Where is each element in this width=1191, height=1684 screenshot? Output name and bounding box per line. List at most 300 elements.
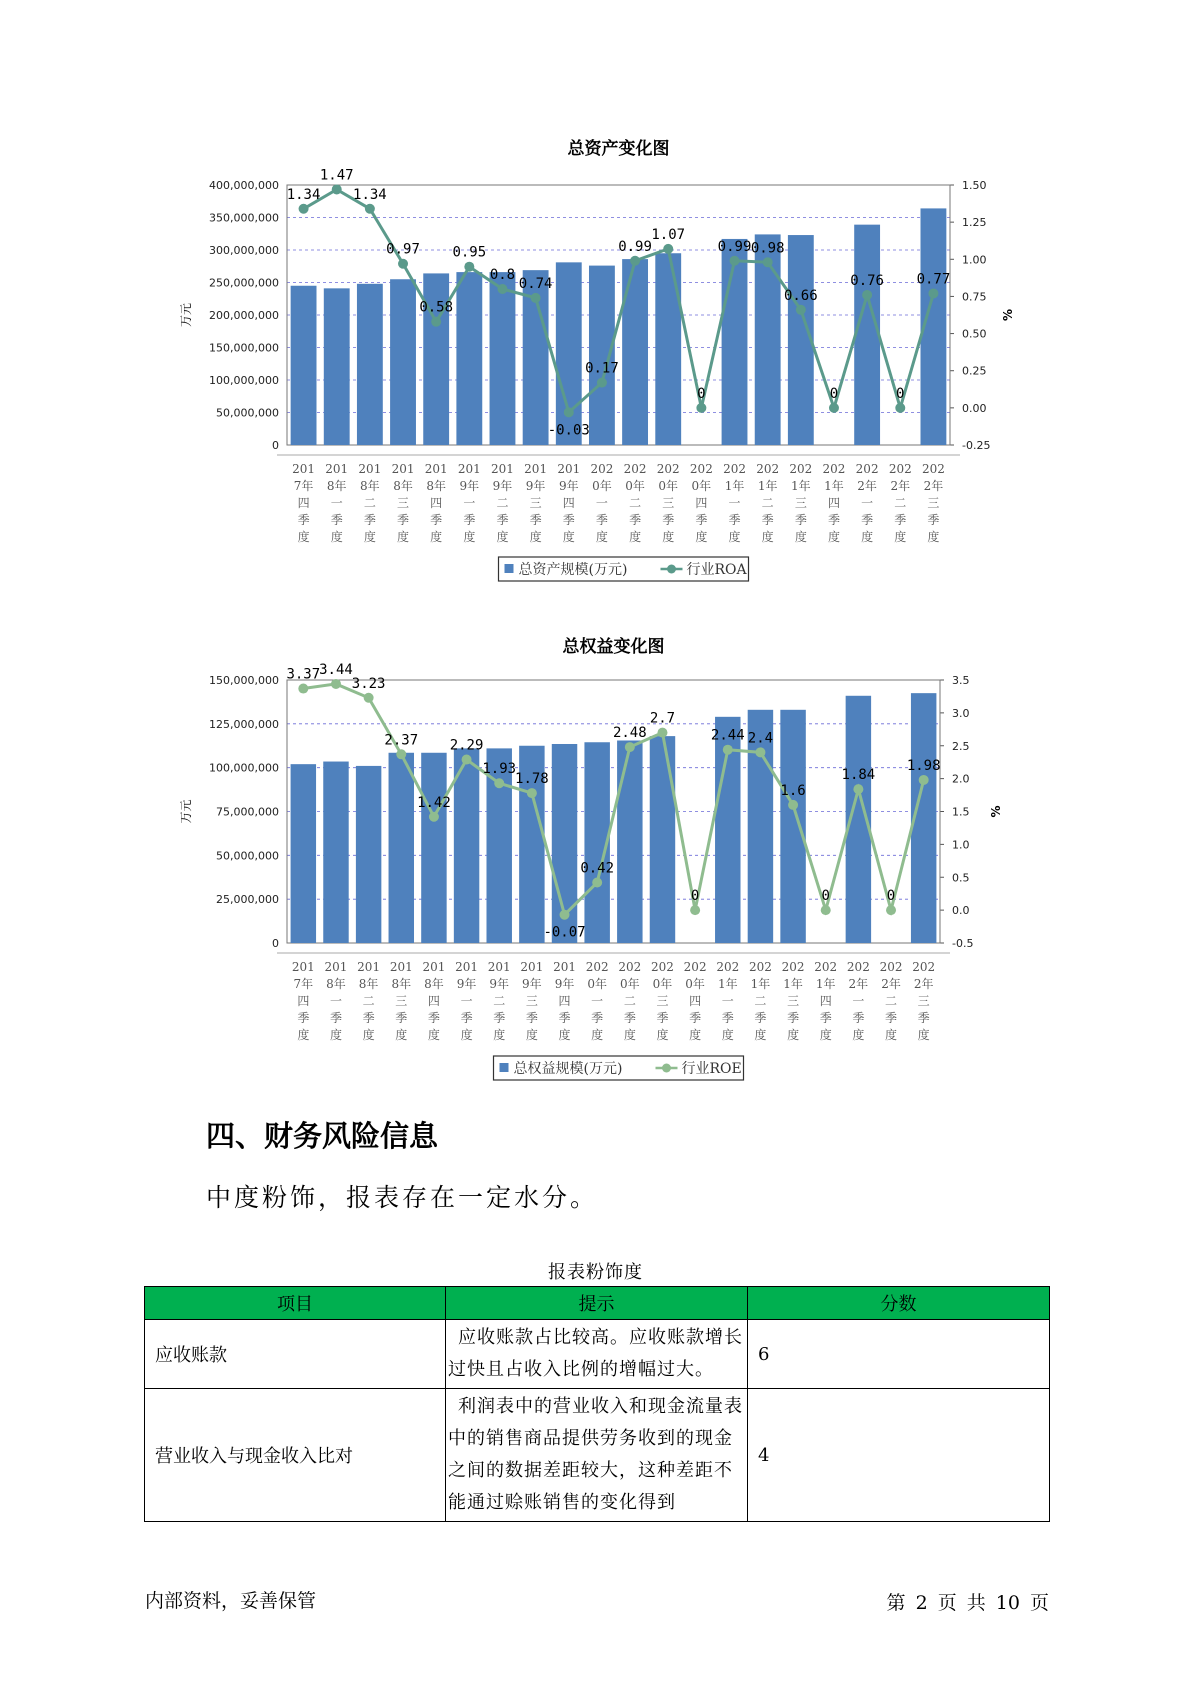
x-tick-label: 三 [656, 994, 669, 1008]
x-tick-label: 202 [888, 462, 912, 476]
x-tick-label: 8年 [360, 479, 380, 493]
data-label: 0 [821, 888, 830, 905]
x-tick-label: 8年 [426, 479, 446, 493]
x-tick-label: 度 [721, 1028, 734, 1042]
x-tick-label: 三 [787, 994, 800, 1008]
x-tick-label: 季 [329, 1011, 342, 1025]
x-tick-label: 一 [329, 994, 342, 1008]
x-tick-label: 202 [656, 462, 680, 476]
x-tick-label: 0年 [592, 479, 612, 493]
x-tick-label: 度 [562, 530, 575, 544]
x-tick-label: 四 [819, 994, 832, 1008]
data-label: 0.76 [850, 272, 884, 289]
row-score: 6 [748, 1320, 1050, 1389]
x-tick-label: 0年 [620, 977, 640, 991]
x-tick-label: 季 [827, 513, 840, 527]
data-label: 0.17 [585, 360, 619, 377]
x-tick-label: 202 [814, 960, 838, 974]
table-header-row [145, 1287, 1050, 1320]
x-tick-label: 201 [520, 960, 544, 974]
total-assets-chart-svg [0, 130, 1191, 600]
line-point [821, 905, 831, 915]
x-tick-label: 二 [496, 496, 509, 510]
y-tick-label: 0 [272, 937, 279, 950]
line-point [365, 204, 375, 214]
x-tick-label: 二 [894, 496, 907, 510]
x-tick-label: 9年 [522, 977, 542, 991]
line-point [696, 403, 706, 413]
x-tick-label: 度 [493, 1028, 506, 1042]
x-tick-label: 201 [324, 960, 348, 974]
x-tick-label: 季 [397, 513, 410, 527]
x-tick-label: 一 [591, 994, 604, 1008]
x-tick-label: 季 [754, 1011, 767, 1025]
y-tick-label: 150,000,000 [209, 674, 279, 687]
legend-bar-swatch [500, 1063, 509, 1072]
data-label: -0.03 [547, 422, 590, 439]
row-item: 应收账款 [145, 1320, 446, 1389]
bar [589, 266, 615, 445]
legend-line-label: 行业ROA [686, 562, 747, 578]
x-tick-label: 二 [761, 496, 774, 510]
x-tick-label: 9年 [456, 977, 477, 991]
data-label: 3.44 [319, 661, 353, 678]
x-tick-label: 0年 [587, 977, 607, 991]
total-equity-chart-svg [0, 628, 1191, 1098]
line-point [853, 784, 863, 794]
section-title: 四、财务风险信息 [206, 1119, 439, 1153]
x-tick-label: 202 [723, 462, 746, 476]
x-tick-label: 1年 [791, 479, 811, 493]
data-label: 1.07 [651, 226, 686, 243]
x-tick-label: 9年 [489, 977, 510, 991]
y2-tick-label: 0.75 [962, 290, 987, 304]
y2-axis-title: % [1001, 308, 1015, 322]
x-tick-label: 201 [358, 462, 382, 476]
y2-tick-label: 0.50 [962, 327, 987, 341]
data-label: 0.77 [916, 271, 951, 288]
x-tick-label: 1年 [824, 479, 844, 493]
data-label: 1.78 [515, 771, 549, 788]
x-tick-label: 季 [885, 1011, 898, 1025]
x-tick-label: 0年 [652, 977, 673, 991]
y-tick-label: 25,000,000 [216, 893, 279, 907]
x-tick-label: 2年 [857, 479, 877, 493]
x-tick-label: 8年 [326, 479, 347, 493]
x-tick-label: 度 [917, 1028, 930, 1042]
y2-tick-label: 2.0 [952, 772, 970, 786]
x-tick-label: 度 [591, 1028, 604, 1042]
x-tick-label: 季 [794, 513, 807, 527]
y2-tick-label: 1.0 [952, 838, 970, 852]
x-tick-label: 季 [662, 513, 675, 527]
x-tick-label: 一 [728, 496, 741, 510]
x-tick-label: 201 [424, 462, 448, 476]
line-point [730, 256, 740, 266]
x-tick-label: 度 [595, 530, 608, 544]
x-tick-label: 202 [689, 462, 713, 476]
x-tick-label: 度 [558, 1028, 571, 1042]
x-tick-label: 季 [728, 513, 741, 527]
total-assets-chart [0, 130, 1191, 600]
x-tick-label: 度 [728, 530, 741, 544]
data-label: 0.99 [717, 238, 752, 255]
data-label: 1.42 [417, 794, 451, 811]
x-tick-label: 202 [748, 960, 772, 974]
x-tick-label: 2年 [913, 977, 934, 991]
bar [490, 272, 516, 445]
x-tick-label: 202 [921, 462, 945, 476]
line-point [564, 407, 574, 417]
x-tick-label: 度 [363, 530, 376, 544]
x-tick-label: 9年 [554, 977, 575, 991]
line-point [431, 317, 441, 327]
x-tick-label: 季 [591, 1011, 604, 1025]
x-tick-label: 四 [297, 994, 310, 1008]
y-tick-label: 100,000,000 [209, 761, 279, 775]
x-tick-label: 季 [330, 513, 343, 527]
y-tick-label: 75,000,000 [216, 805, 279, 819]
line-point [396, 749, 406, 759]
x-tick-label: 四 [827, 496, 840, 510]
x-tick-label: 四 [562, 496, 575, 510]
data-label: 1.6 [780, 782, 806, 799]
line-point [597, 378, 607, 388]
x-tick-label: 一 [595, 496, 608, 510]
x-tick-label: 度 [894, 530, 907, 544]
y-tick-label: 100,000,000 [209, 374, 279, 387]
line-point [592, 878, 602, 888]
y2-tick-label: 3.5 [952, 674, 970, 687]
x-tick-label: 四 [430, 496, 443, 510]
x-tick-label: 1年 [724, 479, 745, 493]
x-tick-label: 7年 [293, 479, 314, 493]
bar [617, 740, 642, 943]
window-dressing-table [144, 1286, 1050, 1522]
x-tick-label: 2年 [881, 977, 901, 991]
x-tick-label: 2年 [890, 479, 911, 493]
x-tick-label: 三 [397, 496, 410, 510]
legend-line-marker [667, 565, 676, 574]
legend-bar-label: 总权益规模(万元) [513, 1061, 623, 1077]
line-point [723, 745, 733, 755]
y2-tick-label: -0.5 [952, 937, 974, 950]
y2-tick-label: 1.50 [962, 179, 987, 192]
bar [389, 753, 414, 943]
x-tick-label: 季 [562, 513, 575, 527]
x-tick-label: 一 [852, 994, 865, 1008]
x-tick-label: 度 [496, 530, 509, 544]
x-tick-label: 季 [819, 1011, 832, 1025]
x-tick-label: 二 [885, 994, 898, 1008]
line-point [398, 259, 408, 269]
x-tick-label: 201 [391, 462, 415, 476]
data-label: 0 [896, 385, 905, 402]
bar [421, 753, 446, 943]
data-label: 0.95 [452, 244, 487, 261]
y2-tick-label: 3.0 [952, 706, 970, 720]
x-tick-label: 四 [427, 994, 440, 1008]
line-point [364, 693, 374, 703]
x-tick-label: 201 [292, 462, 316, 476]
bar [356, 766, 381, 943]
x-tick-label: 202 [585, 960, 609, 974]
x-tick-label: 季 [721, 1011, 734, 1025]
y2-tick-label: 1.25 [962, 216, 987, 230]
y2-tick-label: 0.25 [962, 364, 987, 378]
line-point [755, 747, 765, 757]
line-point [657, 728, 667, 738]
x-tick-label: 201 [325, 462, 349, 476]
y-tick-label: 400,000,000 [209, 179, 279, 192]
data-label: 1.47 [319, 167, 354, 184]
line-point [332, 184, 342, 194]
table-row [145, 1389, 1050, 1522]
line-point [497, 284, 507, 294]
line-point [895, 403, 905, 413]
x-tick-label: 0年 [658, 479, 679, 493]
x-tick-label: 202 [756, 462, 780, 476]
x-tick-label: 二 [754, 994, 767, 1008]
data-label: 0.74 [518, 275, 553, 292]
table-row [145, 1320, 1050, 1389]
y-axis-title: 万元 [179, 302, 193, 328]
x-tick-label: 三 [794, 496, 807, 510]
bar [357, 284, 383, 445]
chart-title: 总权益变化图 [562, 637, 665, 657]
x-tick-label: 季 [787, 1011, 800, 1025]
y-axis-title: 万元 [179, 799, 193, 824]
y2-axis-title: % [989, 805, 1003, 818]
data-label: 1.98 [906, 757, 941, 774]
line-point [862, 290, 872, 300]
x-tick-label: 三 [395, 994, 408, 1008]
data-label: 1.34 [353, 186, 387, 203]
data-label: 1.34 [286, 186, 321, 203]
x-tick-label: 度 [463, 530, 476, 544]
line-point [531, 293, 541, 303]
header-hint: 提示 [446, 1287, 748, 1320]
x-tick-label: 度 [529, 530, 542, 544]
y-tick-label: 50,000,000 [216, 406, 279, 420]
x-tick-label: 201 [457, 462, 481, 476]
x-tick-label: 季 [623, 1011, 636, 1025]
data-label: 1.84 [841, 767, 876, 784]
x-tick-label: 度 [787, 1028, 800, 1042]
x-tick-label: 202 [879, 960, 903, 974]
data-label: 0.97 [386, 241, 420, 258]
x-tick-label: 季 [363, 513, 376, 527]
data-label: 0.99 [618, 238, 652, 255]
x-tick-label: 201 [455, 960, 479, 974]
x-tick-label: 1年 [757, 479, 778, 493]
line-point [829, 403, 839, 413]
y2-tick-label: 0.00 [962, 401, 987, 415]
x-tick-label: 度 [695, 530, 708, 544]
x-tick-label: 度 [794, 530, 807, 544]
x-tick-label: 季 [629, 513, 642, 527]
x-tick-label: 201 [291, 960, 315, 974]
line-point [560, 910, 570, 920]
y2-tick-label: 2.5 [952, 739, 970, 753]
x-tick-label: 8年 [393, 479, 413, 493]
table-caption: 报表粉饰度 [548, 1262, 643, 1283]
line-point [298, 684, 308, 694]
line-point [630, 256, 640, 266]
bar [323, 762, 348, 943]
line-point [299, 204, 309, 214]
x-tick-label: 四 [558, 994, 571, 1008]
x-tick-label: 度 [885, 1028, 898, 1042]
x-tick-label: 度 [297, 1028, 310, 1042]
line-point [788, 800, 798, 810]
total-equity-chart [0, 628, 1191, 1098]
data-label: 3.23 [351, 675, 386, 692]
legend-bar-label: 总资产规模(万元) [518, 562, 628, 578]
x-tick-label: 二 [623, 994, 636, 1008]
x-tick-label: 季 [861, 513, 874, 527]
x-tick-label: 201 [491, 462, 514, 476]
x-tick-label: 度 [525, 1028, 538, 1042]
x-tick-label: 度 [927, 530, 940, 544]
x-tick-label: 202 [651, 960, 674, 974]
x-tick-label: 度 [623, 1028, 636, 1042]
line-point [625, 742, 635, 752]
x-tick-label: 201 [557, 462, 581, 476]
x-tick-label: 度 [297, 530, 310, 544]
x-tick-label: 季 [558, 1011, 571, 1025]
data-label: 0.42 [580, 860, 615, 877]
data-label: 2.44 [710, 727, 745, 744]
x-tick-label: 度 [656, 1028, 669, 1042]
data-label: 1.93 [482, 761, 517, 778]
x-tick-label: 季 [761, 513, 774, 527]
x-tick-label: 度 [754, 1028, 767, 1042]
legend-bar-swatch [505, 564, 514, 573]
bar [722, 239, 748, 445]
x-tick-label: 季 [460, 1011, 473, 1025]
x-tick-label: 季 [430, 513, 443, 527]
x-tick-label: 季 [595, 513, 608, 527]
x-tick-label: 四 [695, 496, 708, 510]
line-point [763, 257, 773, 267]
line-point [886, 905, 896, 915]
x-tick-label: 一 [330, 496, 343, 510]
x-tick-label: 202 [716, 960, 740, 974]
x-tick-label: 三 [529, 496, 542, 510]
y-tick-label: 150,000,000 [209, 341, 279, 355]
line-point [464, 262, 474, 272]
x-tick-label: 8年 [358, 977, 379, 991]
x-tick-label: 季 [297, 513, 310, 527]
data-label: 0.58 [419, 299, 454, 316]
x-tick-label: 三 [662, 496, 675, 510]
row-hint: 应收账款占比较高。应收账款增长过快且占收入比例的增幅过大。 [446, 1320, 748, 1389]
x-tick-label: 9年 [525, 479, 546, 493]
row-score: 4 [748, 1389, 1050, 1522]
x-tick-label: 四 [689, 994, 702, 1008]
x-tick-label: 度 [761, 530, 774, 544]
data-label: -0.07 [543, 924, 586, 941]
x-tick-label: 季 [395, 1011, 408, 1025]
x-tick-label: 0年 [685, 977, 705, 991]
x-tick-label: 度 [329, 1028, 342, 1042]
line-point [331, 679, 341, 689]
x-tick-label: 季 [656, 1011, 669, 1025]
x-tick-label: 季 [927, 513, 940, 527]
data-label: 0 [690, 888, 700, 905]
bar [780, 710, 805, 943]
x-tick-label: 0年 [691, 479, 712, 493]
x-tick-label: 1年 [750, 977, 771, 991]
x-tick-label: 201 [553, 960, 576, 974]
x-tick-label: 202 [789, 462, 813, 476]
data-label: 0 [886, 888, 896, 905]
x-tick-label: 度 [662, 530, 675, 544]
x-tick-label: 202 [781, 960, 805, 974]
x-tick-label: 度 [397, 530, 410, 544]
x-tick-label: 0年 [625, 479, 645, 493]
x-tick-label: 季 [463, 513, 476, 527]
x-tick-label: 202 [590, 462, 614, 476]
x-tick-label: 一 [861, 496, 874, 510]
x-tick-label: 季 [689, 1011, 702, 1025]
x-tick-label: 9年 [459, 479, 480, 493]
y2-tick-label: -0.25 [962, 439, 991, 452]
x-tick-label: 202 [618, 960, 642, 974]
x-tick-label: 季 [362, 1011, 375, 1025]
data-label: 0.66 [783, 287, 818, 304]
x-tick-label: 季 [496, 513, 509, 527]
x-tick-label: 三 [927, 496, 940, 510]
y2-tick-label: 0.0 [952, 904, 970, 918]
data-label: 2.48 [612, 725, 647, 742]
data-label: 2.29 [449, 737, 484, 754]
page-number: 第 2 页 共 10 页 [886, 1592, 1049, 1614]
x-tick-label: 1年 [783, 977, 803, 991]
legend-line-label: 行业ROE [681, 1061, 742, 1077]
x-tick-label: 季 [529, 513, 542, 527]
x-tick-label: 季 [917, 1011, 930, 1025]
x-tick-label: 202 [855, 462, 879, 476]
x-tick-label: 度 [689, 1028, 702, 1042]
line-point [919, 775, 929, 785]
chart-title: 总资产变化图 [567, 139, 670, 159]
x-tick-label: 季 [427, 1011, 440, 1025]
bar [324, 288, 350, 445]
x-tick-label: 201 [389, 960, 413, 974]
x-tick-label: 度 [852, 1028, 865, 1042]
x-tick-label: 1年 [717, 977, 738, 991]
data-label: 0.98 [750, 240, 785, 257]
x-tick-label: 201 [487, 960, 511, 974]
x-tick-label: 202 [623, 462, 647, 476]
x-tick-label: 度 [430, 530, 443, 544]
x-tick-label: 二 [362, 994, 375, 1008]
bar [854, 225, 880, 445]
y-tick-label: 0 [272, 439, 279, 452]
y-tick-label: 125,000,000 [209, 717, 279, 731]
x-tick-label: 二 [363, 496, 376, 510]
bar [650, 736, 675, 943]
line-point [796, 305, 806, 315]
x-tick-label: 度 [629, 530, 642, 544]
header-score: 分数 [748, 1287, 1050, 1320]
bar [291, 286, 317, 445]
line-point [527, 788, 537, 798]
x-tick-label: 季 [525, 1011, 538, 1025]
x-tick-label: 7年 [293, 977, 314, 991]
